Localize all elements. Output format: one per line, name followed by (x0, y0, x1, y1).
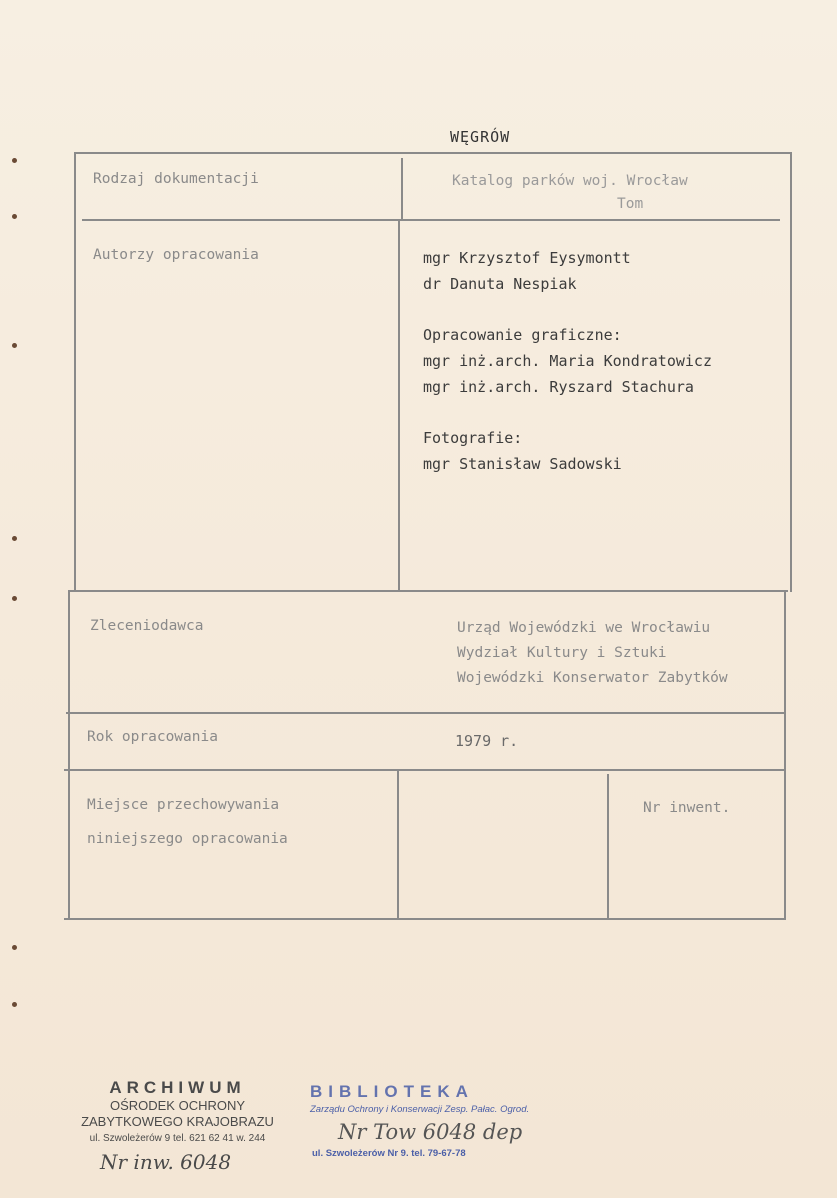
library-stamp-line: Zarządu Ochrony i Konserwacji Zesp. Pałac. Ogrod. (310, 1104, 530, 1115)
graphics-heading: Opracowanie graficzne: (423, 326, 622, 344)
year-value: 1979 r. (455, 732, 519, 750)
archive-stamp-line: ZABYTKOWEGO KRAJOBRAZU (81, 1114, 274, 1129)
storage-label: Miejsce przechowywania (87, 797, 280, 813)
punch-hole (12, 158, 17, 163)
doc-type-value: Katalog parków woj. Wrocław (452, 173, 688, 189)
document-title: WĘGRÓW (450, 128, 511, 146)
client-line: Wydział Kultury i Sztuki (457, 645, 667, 661)
author-line: mgr inż.arch. Maria Kondratowicz (423, 352, 712, 370)
library-stamp-address: ul. Szwoleżerów Nr 9. tel. 79-67-78 (312, 1148, 466, 1159)
punch-hole (12, 1002, 17, 1007)
handwritten-library-number: Nr Tow 6048 dep (338, 1120, 523, 1144)
doc-type-volume: Tom (617, 196, 644, 212)
archive-stamp-address: ul. Szwoleżerów 9 tel. 621 62 41 w. 244 (89, 1133, 266, 1144)
punch-hole (12, 214, 17, 219)
author-line: mgr inż.arch. Ryszard Stachura (423, 378, 694, 396)
library-stamp-title: BIBLIOTEKA (310, 1082, 474, 1101)
client-line: Urząd Wojewódzki we Wrocławiu (457, 620, 711, 636)
handwritten-inventory-number: Nr inw. 6048 (100, 1150, 232, 1174)
punch-hole (12, 945, 17, 950)
storage-label: niniejszego opracowania (87, 831, 288, 847)
author-line: mgr Krzysztof Eysymontt (423, 249, 631, 267)
punch-hole (12, 596, 17, 601)
photos-heading: Fotografie: (423, 429, 523, 447)
doc-type-label: Rodzaj dokumentacji (93, 171, 259, 187)
punch-hole (12, 343, 17, 348)
client-line: Wojewódzki Konserwator Zabytków (457, 670, 728, 686)
year-label: Rok opracowania (87, 729, 218, 745)
authors-label: Autorzy opracowania (93, 247, 259, 263)
author-line: dr Danuta Nespiak (423, 275, 577, 293)
inventory-label: Nr inwent. (643, 800, 731, 816)
archive-stamp-title: ARCHIWUM (109, 1078, 246, 1097)
punch-hole (12, 536, 17, 541)
author-line: mgr Stanisław Sadowski (423, 455, 622, 473)
archive-stamp (70, 1078, 285, 1144)
archive-stamp-line: OŚRODEK OCHRONY (109, 1098, 246, 1113)
client-label: Zleceniodawca (90, 618, 204, 634)
